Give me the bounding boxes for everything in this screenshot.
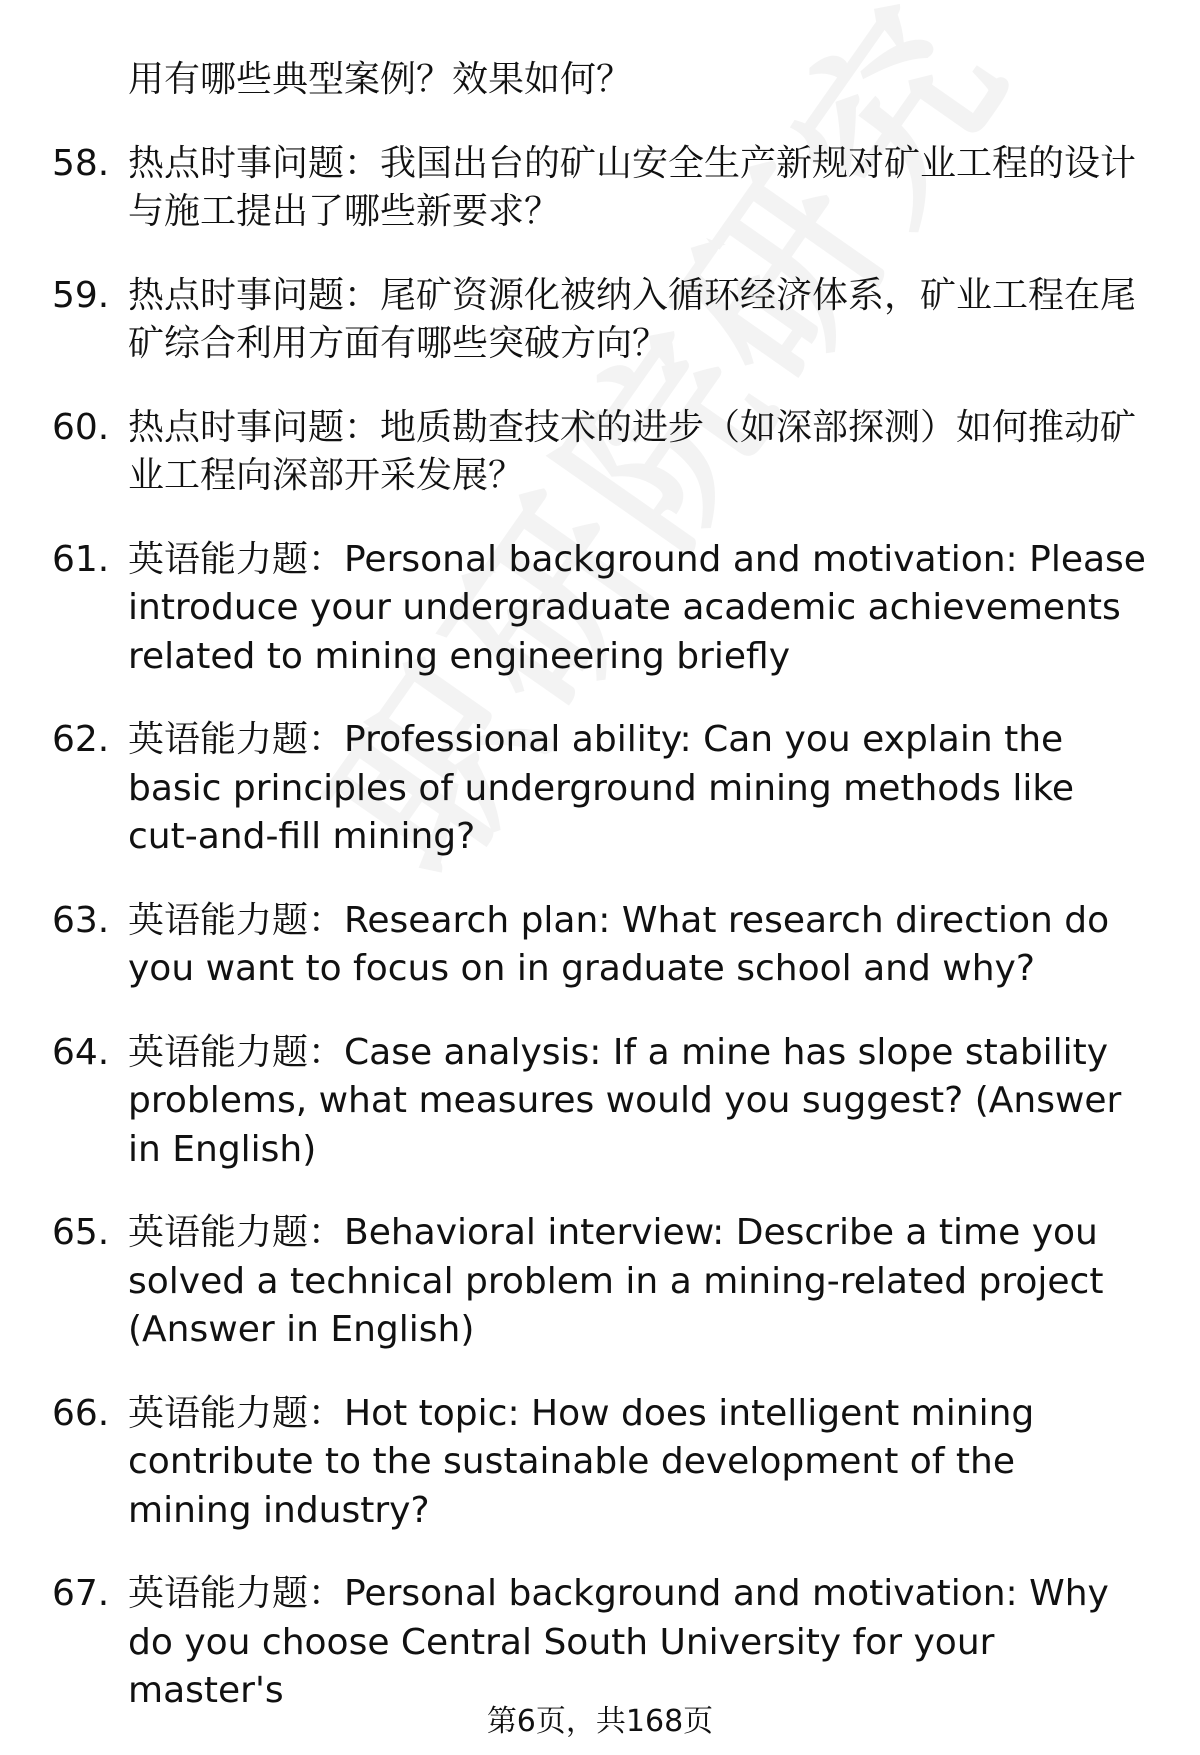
question-number: 59. — [52, 274, 110, 316]
page-number-footer: 第6页，共168页 — [486, 1704, 714, 1739]
question-text: 英语能力题：Behavioral interview: Describe a time you solved a technical problem in a mining-related project (Answer in English) — [128, 1212, 1104, 1350]
question-item — [0, 1029, 1200, 1175]
question-number: 65. — [52, 1212, 110, 1253]
question-item — [0, 1209, 1200, 1355]
question-list — [0, 56, 1200, 1716]
question-number: 58. — [52, 142, 110, 184]
question-item — [0, 404, 1200, 501]
question-text: 英语能力题：Hot topic: How does intelligent mining contribute to the sustainable development of the mining industry? — [128, 1392, 1035, 1531]
question-number: 61. — [52, 538, 110, 580]
question-item — [0, 1570, 1200, 1716]
question-item — [0, 716, 1200, 862]
question-item — [0, 536, 1200, 682]
question-text: 英语能力题：Professional ability: Can you explain the basic principles of underground mining methods like cut-and-fill mining? — [128, 719, 1075, 857]
question-text: 热点时事问题：地质勘查技术的进步（如深部探测）如何推动矿业工程向深部开采发展？ — [128, 406, 1137, 496]
question-number: 66. — [52, 1392, 110, 1434]
question-number: 63. — [52, 899, 110, 941]
question-number: 64. — [52, 1031, 110, 1073]
question-item — [0, 897, 1200, 994]
question-text: 英语能力题：Personal background and motivation: Please introduce your undergraduate academic achievements related to mining engineering briefly — [128, 538, 1146, 677]
question-text: 热点时事问题：我国出台的矿山安全生产新规对矿业工程的设计与施工提出了哪些新要求？ — [128, 142, 1137, 232]
question-text: 英语能力题：Personal background and motivation: Why do you choose Central South University for your master's — [128, 1573, 1109, 1711]
question-number: 67. — [52, 1573, 110, 1614]
continued-question-text: 用有哪些典型案例？效果如何？ — [128, 59, 633, 100]
question-text: 英语能力题：Case analysis: If a mine has slope stability problems, what measures would you suggest? (Answer in English) — [128, 1031, 1122, 1170]
question-item — [0, 1390, 1200, 1536]
question-number: 60. — [52, 406, 110, 448]
question-text: 热点时事问题：尾矿资源化被纳入循环经济体系，矿业工程在尾矿综合利用方面有哪些突破方向？ — [128, 274, 1137, 364]
question-item — [0, 272, 1200, 369]
question-item — [0, 140, 1200, 237]
question-text: 英语能力题：Research plan: What research direction do you want to focus on in graduate school and why? — [128, 899, 1110, 989]
question-number: 62. — [52, 719, 110, 760]
